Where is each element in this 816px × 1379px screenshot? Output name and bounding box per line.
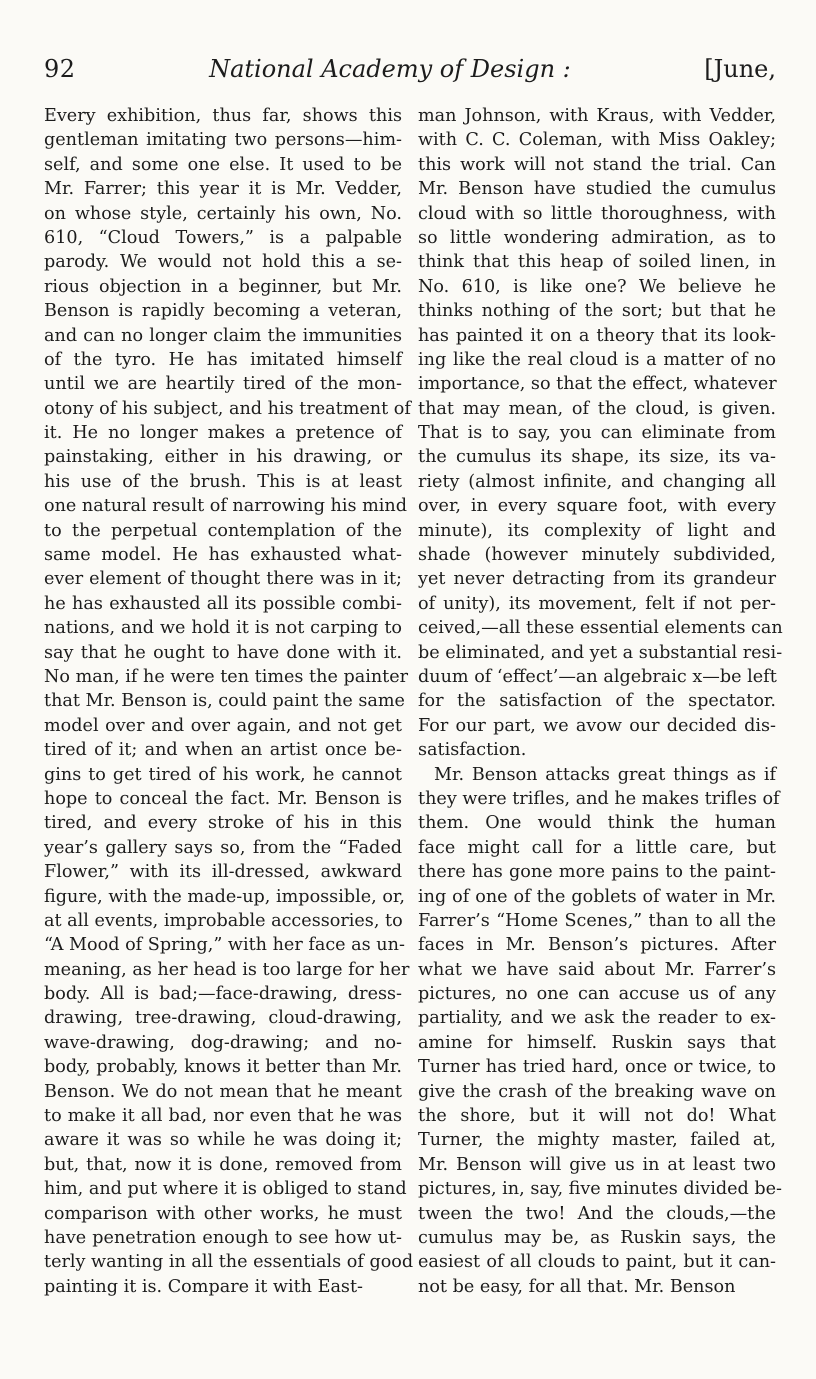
- text-line: him, and put where it is obliged to stand: [44, 1179, 407, 1200]
- text-line: that Mr. Benson is, could paint the same: [44, 691, 405, 712]
- text-line: not be easy, for all that. Mr. Benson: [418, 1276, 736, 1297]
- text-line: this work will not stand the trial. Can: [418, 154, 776, 175]
- text-line: he has exhausted all its possible combi-: [44, 593, 402, 614]
- text-line: say that he ought to have done with it.: [44, 642, 402, 663]
- text-line: at all events, improbable accessories, to: [44, 910, 403, 931]
- text-line: the cumulus its shape, its size, its va-: [418, 447, 776, 468]
- text-line: painstaking, either in his drawing, or: [44, 447, 402, 468]
- text-line: the shore, but it will not do! What: [418, 1106, 776, 1127]
- text-line: have penetration enough to see how ut-: [44, 1227, 402, 1248]
- text-line: there has gone more pains to the paint-: [418, 862, 776, 883]
- page-number: 92: [44, 55, 76, 83]
- text-line: tween the two! And the clouds,—the: [418, 1203, 776, 1224]
- text-line: on whose style, certainly his own, No.: [44, 203, 402, 224]
- text-line: that may mean, of the cloud, is given.: [418, 398, 776, 419]
- text-line: minute), its complexity of light and: [418, 520, 776, 541]
- text-line: Flower,” with its ill-dressed, awkward: [44, 862, 402, 883]
- text-line: same model. He has exhausted what-: [44, 545, 402, 566]
- text-line: No. 610, is like one? We believe he: [418, 276, 776, 297]
- text-line: importance, so that the effect, whatever: [418, 374, 777, 395]
- text-line: terly wanting in all the essentials of good: [44, 1252, 414, 1273]
- text-line: No man, if he were ten times the painter: [44, 666, 409, 687]
- text-line: face might call for a little care, but: [418, 837, 776, 858]
- text-line: Turner, the mighty master, failed at,: [418, 1130, 776, 1151]
- text-line: has painted it on a theory that its look-: [418, 325, 776, 346]
- running-header: [44, 55, 776, 95]
- text-line: one natural result of narrowing his mind: [44, 496, 408, 517]
- text-line: duum of ‘effect’—an algebraic x—be left: [418, 666, 777, 687]
- text-line: hope to conceal the fact. Mr. Benson is: [44, 788, 402, 809]
- text-line: parody. We would not hold this a se-: [44, 252, 402, 273]
- text-line: otony of his subject, and his treatment of: [44, 398, 411, 419]
- text-line: of unity), its movement, felt if not per-: [418, 593, 776, 614]
- text-line: year’s gallery says so, from the “Faded: [44, 837, 402, 858]
- text-line: cloud with so little thoroughness, with: [418, 203, 776, 224]
- text-line: ing like the real cloud is a matter of no: [418, 349, 776, 370]
- text-line: be eliminated, and yet a substantial resi-: [418, 642, 783, 663]
- text-line: model over and over again, and not get: [44, 715, 402, 736]
- text-line: rious objection in a beginner, but Mr.: [44, 276, 402, 297]
- text-line: wave-drawing, dog-drawing; and no-: [44, 1032, 402, 1053]
- text-line: pictures, in, say, five minutes divided be-: [418, 1179, 782, 1200]
- text-line: shade (however minutely subdivided,: [418, 545, 776, 566]
- text-line: over, in every square foot, with every: [418, 496, 776, 517]
- text-line: body, probably, knows it better than Mr.: [44, 1057, 402, 1078]
- text-line: think that this heap of soiled linen, in: [418, 252, 776, 273]
- text-line: until we are heartily tired of the mon-: [44, 374, 402, 395]
- text-line: of the tyro. He has imitated himself: [44, 349, 402, 370]
- text-line: gins to get tired of his work, he cannot: [44, 764, 402, 785]
- text-line: Mr. Benson attacks great things as if: [434, 764, 776, 785]
- text-line: gentleman imitating two persons—him-: [44, 130, 402, 151]
- text-line: Mr. Farrer; this year it is Mr. Vedder,: [44, 179, 402, 200]
- text-line: man Johnson, with Kraus, with Vedder,: [418, 106, 776, 126]
- text-line: figure, with the made-up, impossible, or,: [44, 886, 405, 907]
- text-line: 610, “Cloud Towers,” is a palpable: [44, 227, 402, 248]
- text-line: Benson. We do not mean that he meant: [44, 1081, 402, 1102]
- text-line: tired, and every stroke of his in this: [44, 813, 402, 834]
- text-line: they were trifles, and he makes trifles of: [418, 788, 780, 809]
- text-line: pictures, no one can accuse us of any: [418, 984, 776, 1005]
- text-line: cumulus may be, as Ruskin says, the: [418, 1227, 776, 1248]
- text-line: to the perpetual contemplation of the: [44, 520, 402, 541]
- text-line: easiest of all clouds to paint, but it can-: [418, 1252, 776, 1273]
- text-line: partiality, and we ask the reader to ex-: [418, 1008, 776, 1029]
- text-line: drawing, tree-drawing, cloud-drawing,: [44, 1008, 402, 1029]
- text-line: Benson is rapidly becoming a veteran,: [44, 301, 402, 322]
- text-line: thinks nothing of the sort; but that he: [418, 301, 776, 322]
- text-line: tired of it; and when an artist once be-: [44, 740, 402, 761]
- text-line: amine for himself. Ruskin says that: [418, 1032, 776, 1053]
- text-line: self, and some one else. It used to be: [44, 154, 402, 175]
- text-line: comparison with other works, he must: [44, 1203, 402, 1224]
- text-line: Mr. Benson will give us in at least two: [418, 1154, 776, 1175]
- text-line: for the satisfaction of the spectator.: [418, 691, 776, 712]
- text-line: meaning, as her head is too large for her: [44, 959, 410, 980]
- issue-month: [June,: [704, 55, 776, 83]
- text-line: what we have said about Mr. Farrer’s: [418, 959, 776, 980]
- text-line: give the crash of the breaking wave on: [418, 1081, 776, 1102]
- text-line: Mr. Benson have studied the cumulus: [418, 179, 776, 200]
- text-line: Farrer’s “Home Scenes,” than to all the: [418, 910, 776, 931]
- left-column: [44, 104, 414, 1299]
- text-line: aware it was so while he was doing it;: [44, 1130, 402, 1151]
- text-line: satisfaction.: [418, 740, 527, 761]
- text-line: riety (almost infinite, and changing all: [418, 471, 776, 492]
- text-line: For our part, we avow our decided dis-: [418, 715, 776, 736]
- text-line: ceived,—all these essential elements can: [418, 618, 783, 639]
- text-line: body. All is bad;—face-drawing, dress-: [44, 984, 402, 1005]
- text-line: and can no longer claim the immunities: [44, 325, 402, 346]
- text-line: ever element of thought there was in it;: [44, 569, 402, 590]
- text-line: but, that, now it is done, removed from: [44, 1154, 402, 1175]
- text-line: Turner has tried hard, once or twice, to: [418, 1057, 776, 1078]
- text-line: Every exhibition, thus far, shows this: [44, 106, 402, 126]
- text-line: so little wondering admiration, as to: [418, 227, 776, 248]
- right-column: [418, 104, 783, 1299]
- text-line: That is to say, you can eliminate from: [418, 423, 776, 444]
- text-line: them. One would think the human: [418, 813, 776, 834]
- text-line: painting it is. Compare it with East-: [44, 1276, 363, 1297]
- text-line: it. He no longer makes a pretence of: [44, 423, 402, 444]
- text-line: ing of one of the goblets of water in Mr.: [418, 886, 776, 907]
- text-line: “A Mood of Spring,” with her face as un-: [44, 935, 405, 956]
- text-line: to make it all bad, nor even that he was: [44, 1106, 402, 1127]
- text-line: his use of the brush. This is at least: [44, 471, 402, 492]
- text-line: nations, and we hold it is not carping to: [44, 618, 402, 639]
- running-title: National Academy of Design :: [209, 55, 571, 83]
- text-line: faces in Mr. Benson’s pictures. After: [418, 935, 776, 956]
- text-line: yet never detracting from its grandeur: [418, 569, 776, 590]
- text-line: with C. C. Coleman, with Miss Oakley;: [418, 130, 776, 151]
